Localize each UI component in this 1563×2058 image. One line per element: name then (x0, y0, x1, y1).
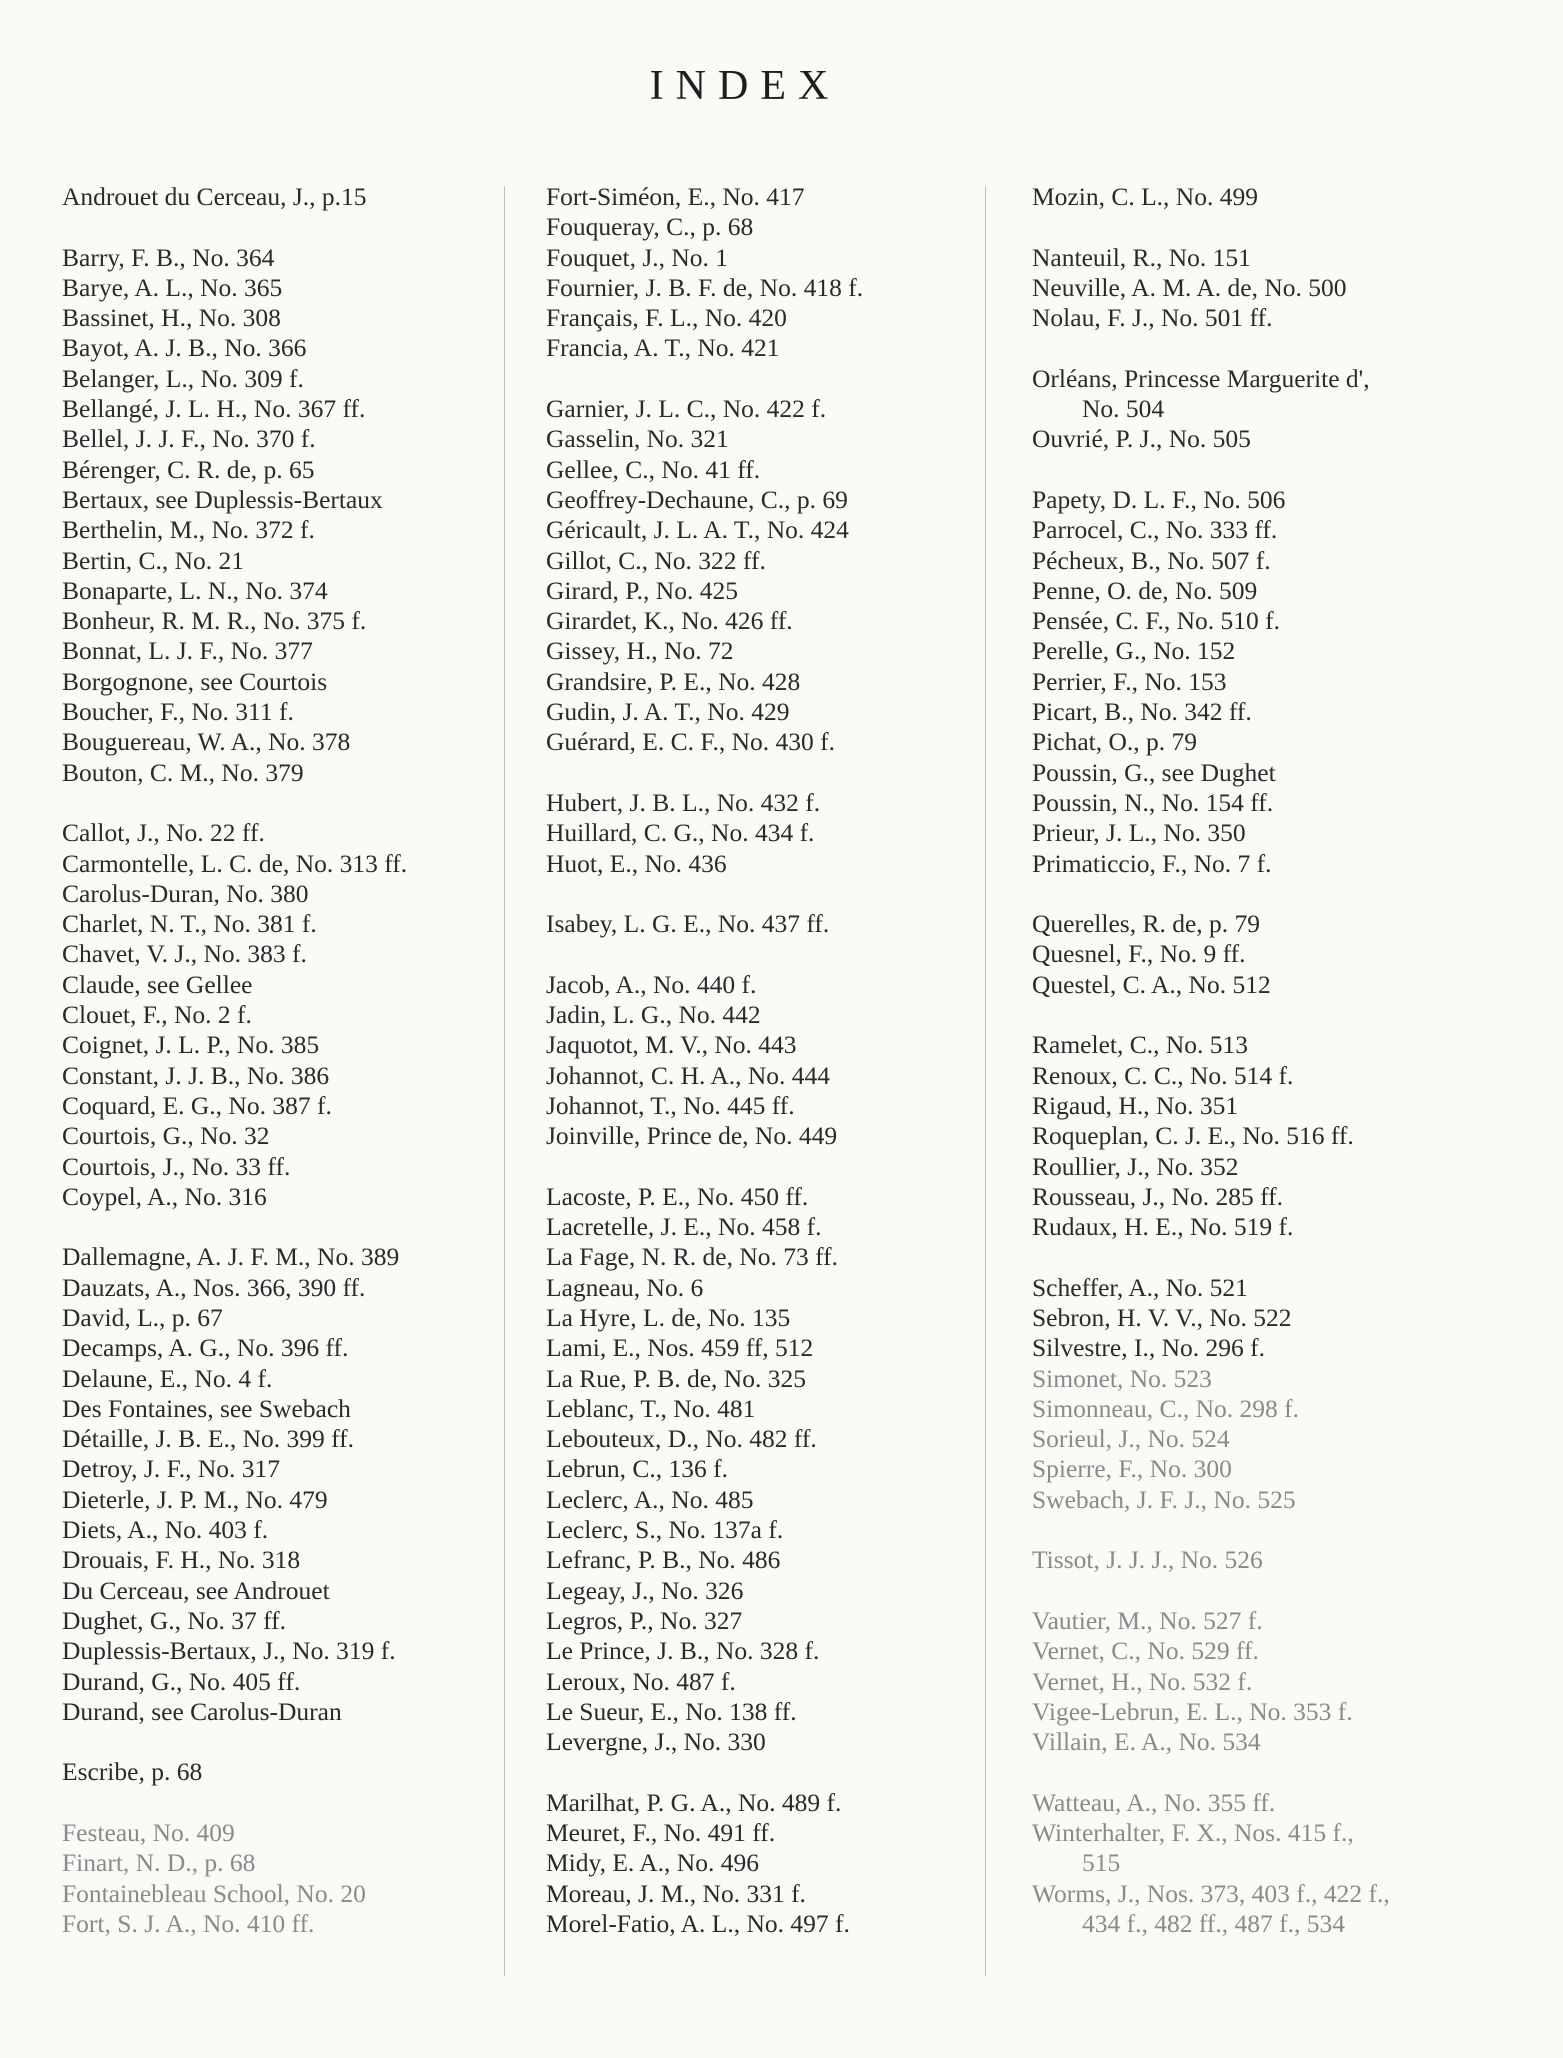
column-divider (985, 186, 986, 1976)
index-entry: Roullier, J., No. 352 (1032, 1151, 1239, 1181)
index-entry: Watteau, A., No. 355 ff. (1032, 1787, 1276, 1817)
index-entry: Roqueplan, C. J. E., No. 516 ff. (1032, 1121, 1354, 1151)
index-entry: Gissey, H., No. 72 (546, 636, 734, 666)
index-entry: Sebron, H. V. V., No. 522 (1032, 1302, 1292, 1332)
index-entry: Perrier, F., No. 153 (1032, 666, 1227, 696)
index-entry: Delaune, E., No. 4 f. (62, 1363, 273, 1393)
index-entry: Bertin, C., No. 21 (62, 545, 245, 575)
index-entry: Des Fontaines, see Swebach (62, 1393, 351, 1423)
index-entry: Villain, E. A., No. 534 (1032, 1727, 1261, 1757)
index-entry: Sorieul, J., No. 524 (1032, 1424, 1230, 1454)
index-entry: Bayot, A. J. B., No. 366 (62, 333, 307, 363)
group-spacer (1032, 1757, 1390, 1787)
index-entry: Coignet, J. L. P., No. 385 (62, 1030, 320, 1060)
index-entry: Leclerc, A., No. 485 (546, 1484, 754, 1514)
group-spacer (546, 879, 863, 909)
index-entry: Lacoste, P. E., No. 450 ff. (546, 1181, 809, 1211)
index-entry: Huot, E., No. 436 (546, 848, 727, 878)
index-entry: Tissot, J. J. J., No. 526 (1032, 1545, 1263, 1575)
index-entry: Courtois, J., No. 33 ff. (62, 1151, 291, 1181)
index-entry: Questel, C. A., No. 512 (1032, 969, 1271, 999)
index-entry: Detroy, J. F., No. 317 (62, 1454, 281, 1484)
group-spacer (546, 1757, 863, 1787)
index-entry: Legros, P., No. 327 (546, 1605, 743, 1635)
index-entry: Penne, O. de, No. 509 (1032, 575, 1258, 605)
index-entry: Poussin, N., No. 154 ff. (1032, 787, 1274, 817)
index-entry: Fournier, J. B. F. de, No. 418 f. (546, 272, 864, 302)
group-spacer (1032, 1242, 1390, 1272)
index-entry: Androuet du Cerceau, J., p.15 (62, 182, 367, 211)
index-entry: Moreau, J. M., No. 331 f. (546, 1878, 806, 1908)
index-entry: Durand, G., No. 405 ff. (62, 1666, 301, 1696)
index-entry: Renoux, C. C., No. 514 f. (1032, 1060, 1294, 1090)
index-entry: Callot, J., No. 22 ff. (62, 818, 265, 848)
index-entry: Leclerc, S., No. 137a f. (546, 1515, 784, 1545)
index-entry: Le Sueur, E., No. 138 ff. (546, 1696, 797, 1726)
index-entry-continuation: 515 (1082, 1848, 1121, 1878)
group-spacer (1032, 879, 1390, 909)
index-entry: Meuret, F., No. 491 ff. (546, 1818, 776, 1848)
index-entry: Belanger, L., No. 309 f. (62, 363, 304, 393)
index-column-3 (1032, 182, 1390, 1939)
group-spacer (1032, 333, 1390, 363)
index-entry: La Rue, P. B. de, No. 325 (546, 1363, 806, 1393)
index-entry: Gudin, J. A. T., No. 429 (546, 697, 790, 727)
index-entry: Geoffrey-Dechaune, C., p. 69 (546, 484, 848, 514)
group-spacer (546, 758, 863, 788)
index-entry: Quesnel, F., No. 9 ff. (1032, 939, 1246, 969)
index-entry: Bertaux, see Duplessis-Bertaux (62, 484, 383, 514)
index-entry: Lebouteux, D., No. 482 ff. (546, 1424, 817, 1454)
index-entry: Leblanc, T., No. 481 (546, 1393, 756, 1423)
index-entry: Johannot, C. H. A., No. 444 (546, 1060, 831, 1090)
index-entry: Jadin, L. G., No. 442 (546, 1000, 761, 1030)
index-entry: Querelles, R. de, p. 79 (1032, 909, 1261, 939)
index-entry: Vernet, C., No. 529 ff. (1032, 1636, 1259, 1666)
index-entry-continuation: 434 f., 482 ff., 487 f., 534 (1082, 1908, 1346, 1938)
index-entry: Ramelet, C., No. 513 (1032, 1030, 1249, 1060)
index-entry: Primaticcio, F., No. 7 f. (1032, 848, 1272, 878)
index-entry: Gellee, C., No. 41 ff. (546, 454, 761, 484)
index-entry: Lacretelle, J. E., No. 458 f. (546, 1212, 822, 1242)
index-entry: Gasselin, No. 321 (546, 424, 729, 454)
index-entry: Neuville, A. M. A. de, No. 500 (1032, 272, 1347, 302)
index-entry: Fouqueray, C., p. 68 (546, 212, 754, 242)
index-entry: Girardet, K., No. 426 ff. (546, 606, 793, 636)
index-entry: Lagneau, No. 6 (546, 1272, 704, 1302)
index-entry: Charlet, N. T., No. 381 f. (62, 909, 317, 939)
index-entry: Papety, D. L. F., No. 506 (1032, 484, 1286, 514)
index-entry: Fort, S. J. A., No. 410 ff. (62, 1908, 315, 1938)
page-title: INDEX (649, 63, 841, 109)
index-entry: Morel-Fatio, A. L., No. 497 f. (546, 1908, 850, 1938)
index-entry: Ouvrié, P. J., No. 505 (1032, 424, 1251, 454)
index-entry: Picart, B., No. 342 ff. (1032, 697, 1252, 727)
index-entry: Isabey, L. G. E., No. 437 ff. (546, 909, 830, 939)
group-spacer (1032, 1515, 1390, 1545)
index-entry: Midy, E. A., No. 496 (546, 1848, 759, 1878)
index-entry: Marilhat, P. G. A., No. 489 f. (546, 1787, 842, 1817)
column-divider (504, 186, 505, 1976)
index-entry: Silvestre, I., No. 296 f. (1032, 1333, 1266, 1363)
index-entry: Garnier, J. L. C., No. 422 f. (546, 394, 827, 424)
index-entry: Festeau, No. 409 (62, 1818, 235, 1848)
index-entry: Joinville, Prince de, No. 449 (546, 1121, 838, 1151)
index-entry: Decamps, A. G., No. 396 ff. (62, 1333, 349, 1363)
index-entry: Bérenger, C. R. de, p. 65 (62, 454, 315, 484)
index-entry: Claude, see Gellee (62, 969, 253, 999)
index-entry: Chavet, V. J., No. 383 f. (62, 939, 307, 969)
index-entry: Rigaud, H., No. 351 (1032, 1090, 1239, 1120)
index-entry: Perelle, G., No. 152 (1032, 636, 1236, 666)
index-entry: Swebach, J. F. J., No. 525 (1032, 1484, 1296, 1514)
index-entry: Du Cerceau, see Androuet (62, 1575, 330, 1605)
index-entry: Bellangé, J. L. H., No. 367 ff. (62, 394, 366, 424)
group-spacer (62, 1727, 407, 1757)
index-entry: Leroux, No. 487 f. (546, 1666, 736, 1696)
index-entry: Coypel, A., No. 316 (62, 1181, 267, 1211)
index-entry: Bonheur, R. M. R., No. 375 f. (62, 606, 367, 636)
index-entry: Pensée, C. F., No. 510 f. (1032, 606, 1280, 636)
index-entry: Simonneau, C., No. 298 f. (1032, 1393, 1300, 1423)
index-entry: Mozin, C. L., No. 499 (1032, 182, 1258, 211)
index-entry: Lefranc, P. B., No. 486 (546, 1545, 781, 1575)
index-entry: Bouguereau, W. A., No. 378 (62, 727, 351, 757)
index-entry: Coquard, E. G., No. 387 f. (62, 1090, 332, 1120)
group-spacer (1032, 455, 1390, 485)
index-column-1 (62, 182, 407, 1939)
index-entry: Français, F. L., No. 420 (546, 303, 787, 333)
index-entry: Fontainebleau School, No. 20 (62, 1878, 366, 1908)
index-entry: Détaille, J. B. E., No. 399 ff. (62, 1424, 355, 1454)
index-entry: Hubert, J. B. L., No. 432 f. (546, 787, 821, 817)
index-entry: Courtois, G., No. 32 (62, 1121, 270, 1151)
index-entry: Guérard, E. C. F., No. 430 f. (546, 727, 836, 757)
index-entry: Fouquet, J., No. 1 (546, 242, 729, 272)
index-entry: Huillard, C. G., No. 434 f. (546, 818, 815, 848)
index-entry: Worms, J., Nos. 373, 403 f., 422 f., (1032, 1878, 1390, 1908)
index-entry: Bassinet, H., No. 308 (62, 303, 281, 333)
index-column-2 (546, 182, 863, 1939)
index-entry: Jacob, A., No. 440 f. (546, 969, 757, 999)
index-entry: Bellel, J. J. F., No. 370 f. (62, 424, 316, 454)
index-entry: Dallemagne, A. J. F. M., No. 389 (62, 1242, 400, 1272)
index-entry: Berthelin, M., No. 372 f. (62, 515, 315, 545)
index-entry: Levergne, J., No. 330 (546, 1727, 766, 1757)
index-entry: Finart, N. D., p. 68 (62, 1848, 256, 1878)
index-entry: Bouton, C. M., No. 379 (62, 757, 304, 787)
index-entry: David, L., p. 67 (62, 1302, 223, 1332)
index-entry: Nolau, F. J., No. 501 ff. (1032, 303, 1273, 333)
index-entry: Lebrun, C., 136 f. (546, 1454, 729, 1484)
index-entry: Borgognone, see Courtois (62, 666, 328, 696)
group-spacer (1032, 212, 1390, 242)
index-entry: Orléans, Princesse Marguerite d', (1032, 363, 1370, 393)
index-entry: Simonet, No. 523 (1032, 1363, 1212, 1393)
index-entry: Drouais, F. H., No. 318 (62, 1545, 301, 1575)
group-spacer (546, 364, 863, 394)
index-entry: Vautier, M., No. 527 f. (1032, 1605, 1263, 1635)
index-entry: Grandsire, P. E., No. 428 (546, 666, 801, 696)
index-entry: Vigee-Lebrun, E. L., No. 353 f. (1032, 1696, 1353, 1726)
index-entry: Rudaux, H. E., No. 519 f. (1032, 1212, 1294, 1242)
index-entry: Parrocel, C., No. 333 ff. (1032, 515, 1278, 545)
index-entry: Scheffer, A., No. 521 (1032, 1272, 1248, 1302)
index-entry-continuation: No. 504 (1082, 394, 1165, 424)
index-entry: Bonnat, L. J. F., No. 377 (62, 636, 313, 666)
index-entry: Constant, J. J. B., No. 386 (62, 1060, 330, 1090)
index-entry: Clouet, F., No. 2 f. (62, 1000, 252, 1030)
group-spacer (546, 1152, 863, 1182)
index-entry: Jaquotot, M. V., No. 443 (546, 1030, 797, 1060)
group-spacer (62, 788, 407, 818)
index-entry: Spierre, F., No. 300 (1032, 1454, 1232, 1484)
index-entry: Gillot, C., No. 322 ff. (546, 545, 766, 575)
index-entry: Diets, A., No. 403 f. (62, 1515, 269, 1545)
index-entry: La Fage, N. R. de, No. 73 ff. (546, 1242, 839, 1272)
index-entry: Dauzats, A., Nos. 366, 390 ff. (62, 1272, 366, 1302)
index-entry: Prieur, J. L., No. 350 (1032, 818, 1246, 848)
index-entry: Dieterle, J. P. M., No. 479 (62, 1484, 328, 1514)
group-spacer (1032, 1000, 1390, 1030)
index-entry: Nanteuil, R., No. 151 (1032, 242, 1251, 272)
index-entry: Barye, A. L., No. 365 (62, 272, 283, 302)
index-entry: Géricault, J. L. A. T., No. 424 (546, 515, 849, 545)
index-entry: Pécheux, B., No. 507 f. (1032, 545, 1271, 575)
group-spacer (62, 212, 407, 242)
index-entry: Francia, A. T., No. 421 (546, 333, 780, 363)
group-spacer (1032, 1576, 1390, 1606)
index-entry: Barry, F. B., No. 364 (62, 242, 275, 272)
index-entry: Dughet, G., No. 37 ff. (62, 1605, 287, 1635)
index-entry: Legeay, J., No. 326 (546, 1575, 744, 1605)
index-entry: Girard, P., No. 425 (546, 575, 738, 605)
index-entry: Le Prince, J. B., No. 328 f. (546, 1636, 820, 1666)
index-entry: Poussin, G., see Dughet (1032, 757, 1276, 787)
index-entry: Winterhalter, F. X., Nos. 415 f., (1032, 1818, 1354, 1848)
index-entry: La Hyre, L. de, No. 135 (546, 1302, 791, 1332)
index-entry: Carmontelle, L. C. de, No. 313 ff. (62, 848, 408, 878)
index-entry: Fort-Siméon, E., No. 417 (546, 182, 805, 211)
group-spacer (62, 1212, 407, 1242)
index-entry: Johannot, T., No. 445 ff. (546, 1090, 795, 1120)
index-entry: Vernet, H., No. 532 f. (1032, 1666, 1253, 1696)
index-entry: Bonaparte, L. N., No. 374 (62, 575, 328, 605)
group-spacer (62, 1788, 407, 1818)
index-entry: Carolus-Duran, No. 380 (62, 878, 309, 908)
index-entry: Lami, E., Nos. 459 ff, 512 (546, 1333, 814, 1363)
index-entry: Duplessis-Bertaux, J., No. 319 f. (62, 1636, 396, 1666)
index-entry: Pichat, O., p. 79 (1032, 727, 1198, 757)
group-spacer (546, 939, 863, 969)
index-entry: Durand, see Carolus-Duran (62, 1696, 342, 1726)
index-entry: Escribe, p. 68 (62, 1757, 203, 1787)
index-entry: Rousseau, J., No. 285 ff. (1032, 1181, 1283, 1211)
index-entry: Boucher, F., No. 311 f. (62, 697, 294, 727)
